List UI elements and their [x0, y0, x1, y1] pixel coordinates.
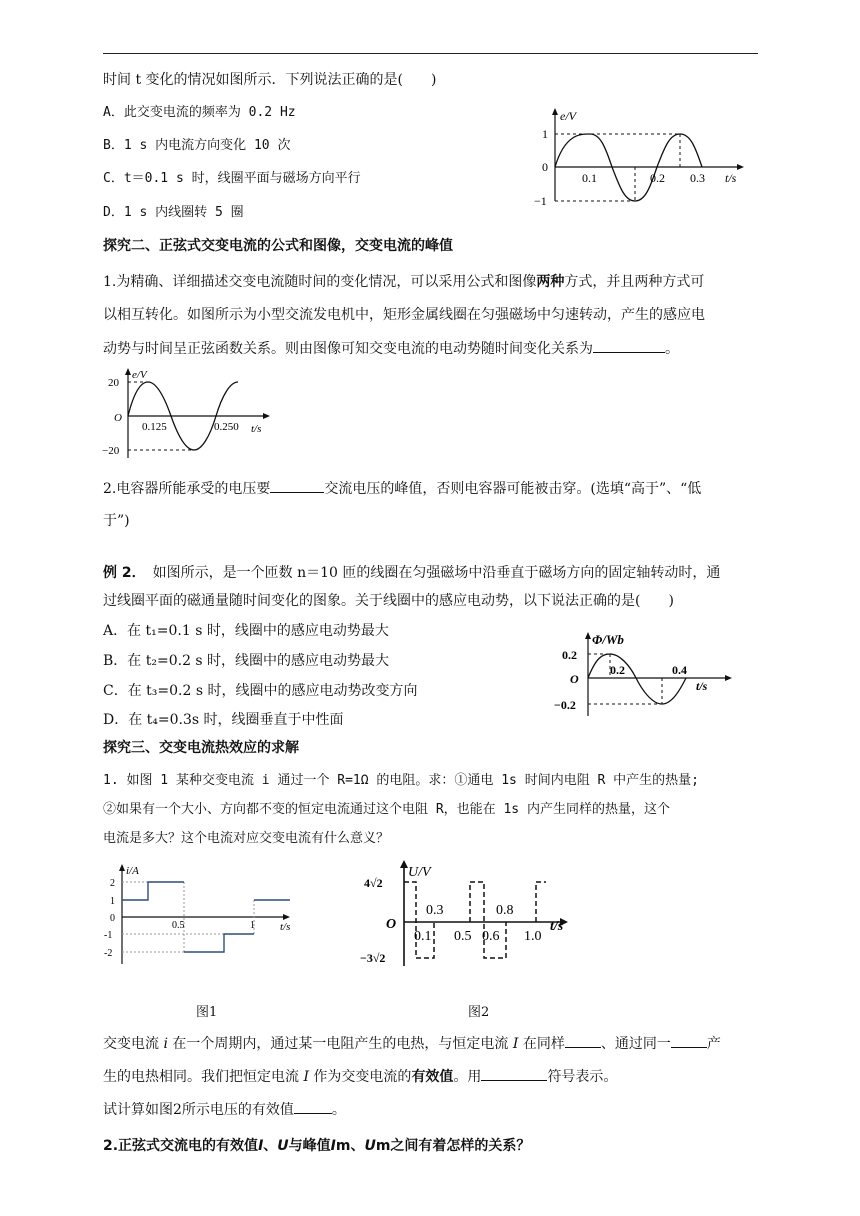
fig1-x-tick-1: 1: [250, 920, 255, 931]
example2-line2: 过线圈平面的磁通量随时间变化的图象。关于线圈中的感应电动势，以下说法正确的是( ): [103, 593, 674, 609]
section2-p1-line3: 动势与时间呈正弦函数关系。则由图像可知交变电流的电动势随时间变化关系为 。: [103, 338, 679, 359]
q1-stem: 时间 t 变化的情况如图所示．下列说法正确的是( ): [103, 72, 437, 88]
ex2-x-tick-04: 0.4: [672, 663, 687, 677]
fig1-y-tick-neg2: -2: [104, 948, 113, 959]
fig1-y-tick-0: 0: [110, 913, 115, 924]
two-ways-emphasis: 两种: [536, 274, 565, 290]
example2-option-a: A．在 t₁=0.1 s 时，线圈中的感应电动势最大: [103, 623, 389, 639]
section3-p1-line1: 1. 如图 1 某种交变电流 i 通过一个 R=1Ω 的电阻。求：①通电 1s 时间内电阻 R 中产生的热量;: [103, 773, 700, 788]
fig2-label-05: 0.5: [454, 929, 472, 944]
fig2-label-03: 0.3: [426, 903, 444, 918]
fig2-y-top: 4√2: [364, 876, 383, 890]
q1-x-tick-03: 0.3: [690, 171, 705, 185]
q1-y-tick-1: 1: [542, 127, 548, 141]
header-rule: [103, 53, 758, 54]
answer-blank-effective-voltage[interactable]: [294, 1099, 332, 1114]
answer-blank-formula[interactable]: [593, 338, 665, 353]
section2-p2-line1: 2.电容器所能承受的电压要 交流电压的峰值，否则电容器可能被击穿。(选填“高于”、“低: [103, 478, 701, 499]
ex2-x-tick-02: 0.2: [610, 663, 625, 677]
q1-x-tick-02: 0.2: [650, 171, 665, 185]
answer-blank-time[interactable]: [565, 1033, 601, 1048]
q1-y-tick-neg1: −1: [534, 194, 547, 208]
s2-x-tick-0250: 0.250: [214, 421, 239, 433]
effective-value-emphasis: 有效值: [411, 1069, 454, 1085]
q1-option-b: B．1 s 内电流方向变化 10 次: [103, 138, 291, 153]
example2-option-d: D．在 t₄=0.3s 时，线圈垂直于中性面: [103, 712, 344, 728]
fig2-label-06: 0.6: [482, 929, 500, 944]
section3-p2-line2: 生的电热相同。我们把恒定电流 I 作为交变电流的有效值。用 符号表示。: [103, 1066, 617, 1087]
ex2-x-label: t/s: [696, 679, 708, 693]
section2-p1-line1: 1.为精确、详细描述交变电流随时间的变化情况，可以采用公式和图像两种方式，并且两种方式可: [103, 274, 705, 290]
section3-p2-line1: 交变电流 i 在一个周期内，通过某一电阻产生的电热，与恒定电流 I 在同样 、通过同一 产: [103, 1033, 721, 1054]
q1-option-a: A．此交变电流的频率为 0.2 Hz: [103, 105, 296, 120]
fig1-x-label: t/s: [280, 921, 291, 933]
example2-graph: [554, 628, 740, 720]
s2-y-tick-neg20: −20: [102, 445, 120, 457]
answer-blank-capacitor[interactable]: [270, 478, 324, 493]
q1-option-c: C．t＝0.1 s 时，线圈平面与磁场方向平行: [103, 171, 361, 186]
section3-p3: 试计算如图2所示电压的有效值 。: [103, 1099, 346, 1120]
q1-option-d: D．1 s 内线圈转 5 圈: [103, 205, 244, 220]
fig2-x-label: t/s: [550, 919, 564, 934]
fig2-origin: O: [386, 917, 397, 932]
example2-option-c: C．在 t₃=0.2 s 时，线圈中的感应电动势改变方向: [103, 683, 418, 699]
ex2-y-tick-neg02: −0.2: [554, 698, 576, 712]
section3-q2: 2.正弦式交流电的有效值I、U与峰值Im、Um之间有着怎样的关系？: [103, 1138, 531, 1154]
ex2-y-tick-02: 0.2: [562, 648, 577, 662]
fig1-x-tick-05: 0.5: [172, 920, 185, 931]
fig2-y-bottom: −3√2: [360, 951, 386, 965]
ex2-y-label: Φ/Wb: [592, 632, 624, 647]
section2-p2-line2: 于”): [103, 513, 130, 529]
s2-y-tick-20: 20: [108, 377, 119, 389]
s2-origin: O: [114, 412, 122, 424]
section2-p1-line2: 以相互转化。如图所示为小型交流发电机中，矩形金属线圈在匀强磁场中匀速转动，产生的感应电: [103, 307, 705, 323]
figure2-caption: 图2: [468, 1005, 490, 1020]
figure2-graph: [360, 858, 580, 970]
s2-x-label: t/s: [251, 423, 262, 435]
ex2-origin: O: [570, 672, 579, 686]
section2-graph: [102, 366, 276, 462]
fig1-y-tick-neg1: -1: [104, 930, 113, 941]
example2-line1: 例 2． 如图所示，是一个匝数 n＝10 匝的线圈在匀强磁场中沿垂直于磁场方向的固定轴转动时，通: [103, 565, 721, 581]
fig2-label-08: 0.8: [496, 903, 514, 918]
q1-graph: [530, 106, 750, 216]
fig1-y-tick-1: 1: [110, 896, 115, 907]
figure1-caption: 图1: [196, 1005, 218, 1020]
section3-heading: 探究三、交变电流热效应的求解: [103, 740, 299, 756]
s2-x-tick-0125: 0.125: [142, 421, 167, 433]
fig1-y-tick-2: 2: [110, 878, 115, 889]
answer-blank-symbol[interactable]: [481, 1066, 547, 1081]
fig1-y-label: i/A: [126, 865, 139, 877]
q1-y-tick-0: 0: [542, 160, 548, 174]
fig2-label-10: 1.0: [524, 929, 542, 944]
q1-y-label: e/V: [560, 109, 576, 123]
fig2-label-01: 0.1: [414, 929, 432, 944]
section2-heading: 探究二、正弦式交变电流的公式和图像，交变电流的峰值: [103, 238, 453, 254]
example2-option-b: B．在 t₂=0.2 s 时，线圈中的感应电动势最大: [103, 653, 390, 669]
section3-p1-line3: 电流是多大？这个电流对应交变电流有什么意义？: [103, 831, 390, 846]
figure1-graph: [104, 860, 300, 968]
fig2-y-label: U/V: [408, 865, 431, 880]
answer-blank-resistor[interactable]: [671, 1033, 707, 1048]
q1-x-label: t/s: [725, 171, 737, 185]
section3-p1-line2: ②如果有一个大小、方向都不变的恒定电流通过这个电阻 R，也能在 1s 内产生同样的热量，这个: [103, 802, 670, 817]
s2-y-label: e/V: [132, 369, 147, 381]
q1-x-tick-01: 0.1: [582, 171, 597, 185]
